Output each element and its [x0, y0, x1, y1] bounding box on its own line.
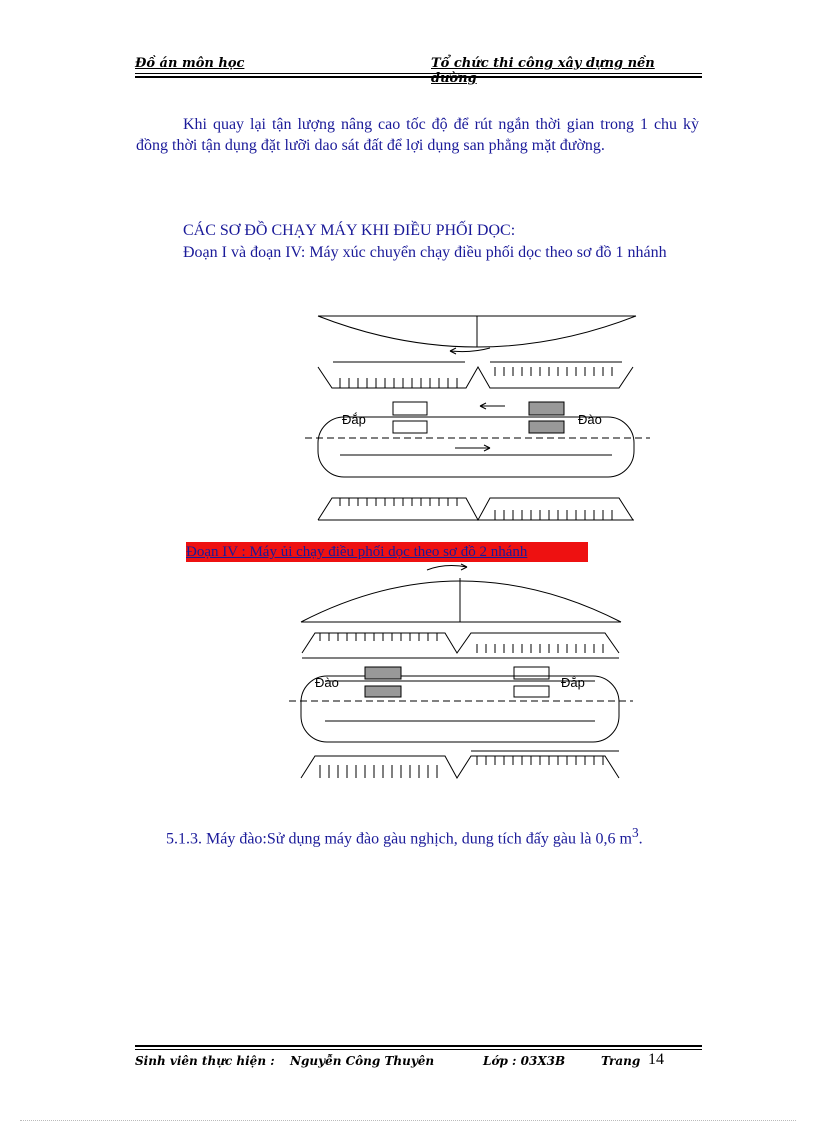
- transport-arrow: [427, 566, 467, 570]
- machine-cut-1: [529, 402, 564, 415]
- header-rule-thick: [135, 76, 702, 78]
- highlight-segment-4: Đoạn IV : Máy ủi chạy điều phối dọc theo sơ đồ 2 nhánh: [186, 542, 588, 562]
- footer-page-number: 14: [648, 1051, 664, 1068]
- footer-rule-thick: [135, 1045, 702, 1047]
- footer-student-name: Nguyễn Công Thuyên: [290, 1054, 435, 1068]
- header-rule: [135, 73, 702, 74]
- footer-page-label: Trang: [601, 1054, 641, 1068]
- paragraph-excavator: [166, 822, 643, 849]
- label-fill: Đắp: [342, 412, 366, 427]
- profile-bottom: [318, 498, 633, 520]
- machine-cut-1: [365, 667, 401, 679]
- header-topic-title: Tổ chức thi công xây dựng nền đường: [431, 56, 655, 86]
- machine-cut-2: [529, 421, 564, 433]
- page-bottom-edge: [20, 1120, 796, 1121]
- footer-class: Lớp : 03X3B: [483, 1054, 566, 1068]
- label-fill: Đắp: [561, 675, 585, 690]
- profile-top: [318, 367, 633, 388]
- header-course-title: Đồ án môn học: [135, 56, 245, 71]
- paragraph-return-trip: Khi quay lại tận lượng nâng cao tốc độ để rút ngắn thời gian trong 1 chu kỳ đồng thời tận dụng đặt lưỡi dao sát đất để lợi dụng san phẳng mặt đường.: [136, 116, 699, 154]
- footer-student-label: Sinh viên thực hiện :: [135, 1054, 275, 1068]
- footer-rule: [135, 1049, 702, 1050]
- machine-fill-1: [393, 402, 427, 415]
- machine-cut-2: [365, 686, 401, 697]
- excavator-superscript: 3: [631, 825, 639, 840]
- machine-fill-2: [514, 686, 549, 697]
- page-header: [135, 56, 702, 86]
- haul-curve: [301, 581, 621, 622]
- label-cut: Đào: [578, 412, 602, 427]
- label-cut: Đào: [315, 675, 339, 690]
- excavator-text: 5.1.3. Máy đào:Sử dụng máy đào gàu nghịch, dung tích đấy gàu là 0,6 m: [166, 830, 632, 848]
- excavator-period: .: [638, 830, 643, 848]
- profile-top: [302, 633, 619, 653]
- machine-fill-1: [514, 667, 549, 679]
- tick-marks: [340, 367, 612, 520]
- page-footer: [135, 1045, 702, 1075]
- paragraph-segment-1: Đoạn I và đoạn IV: Máy xúc chuyển chạy điều phối dọc theo sơ đồ 1 nhánh: [183, 244, 667, 261]
- profile-bottom: [301, 756, 619, 778]
- section-heading: CÁC SƠ ĐỒ CHẠY MÁY KHI ĐIỀU PHỐI DỌC:: [183, 222, 516, 239]
- diagram-one-branch: [300, 305, 660, 525]
- diagram-two-branch: [285, 560, 645, 785]
- machine-fill-2: [393, 421, 427, 433]
